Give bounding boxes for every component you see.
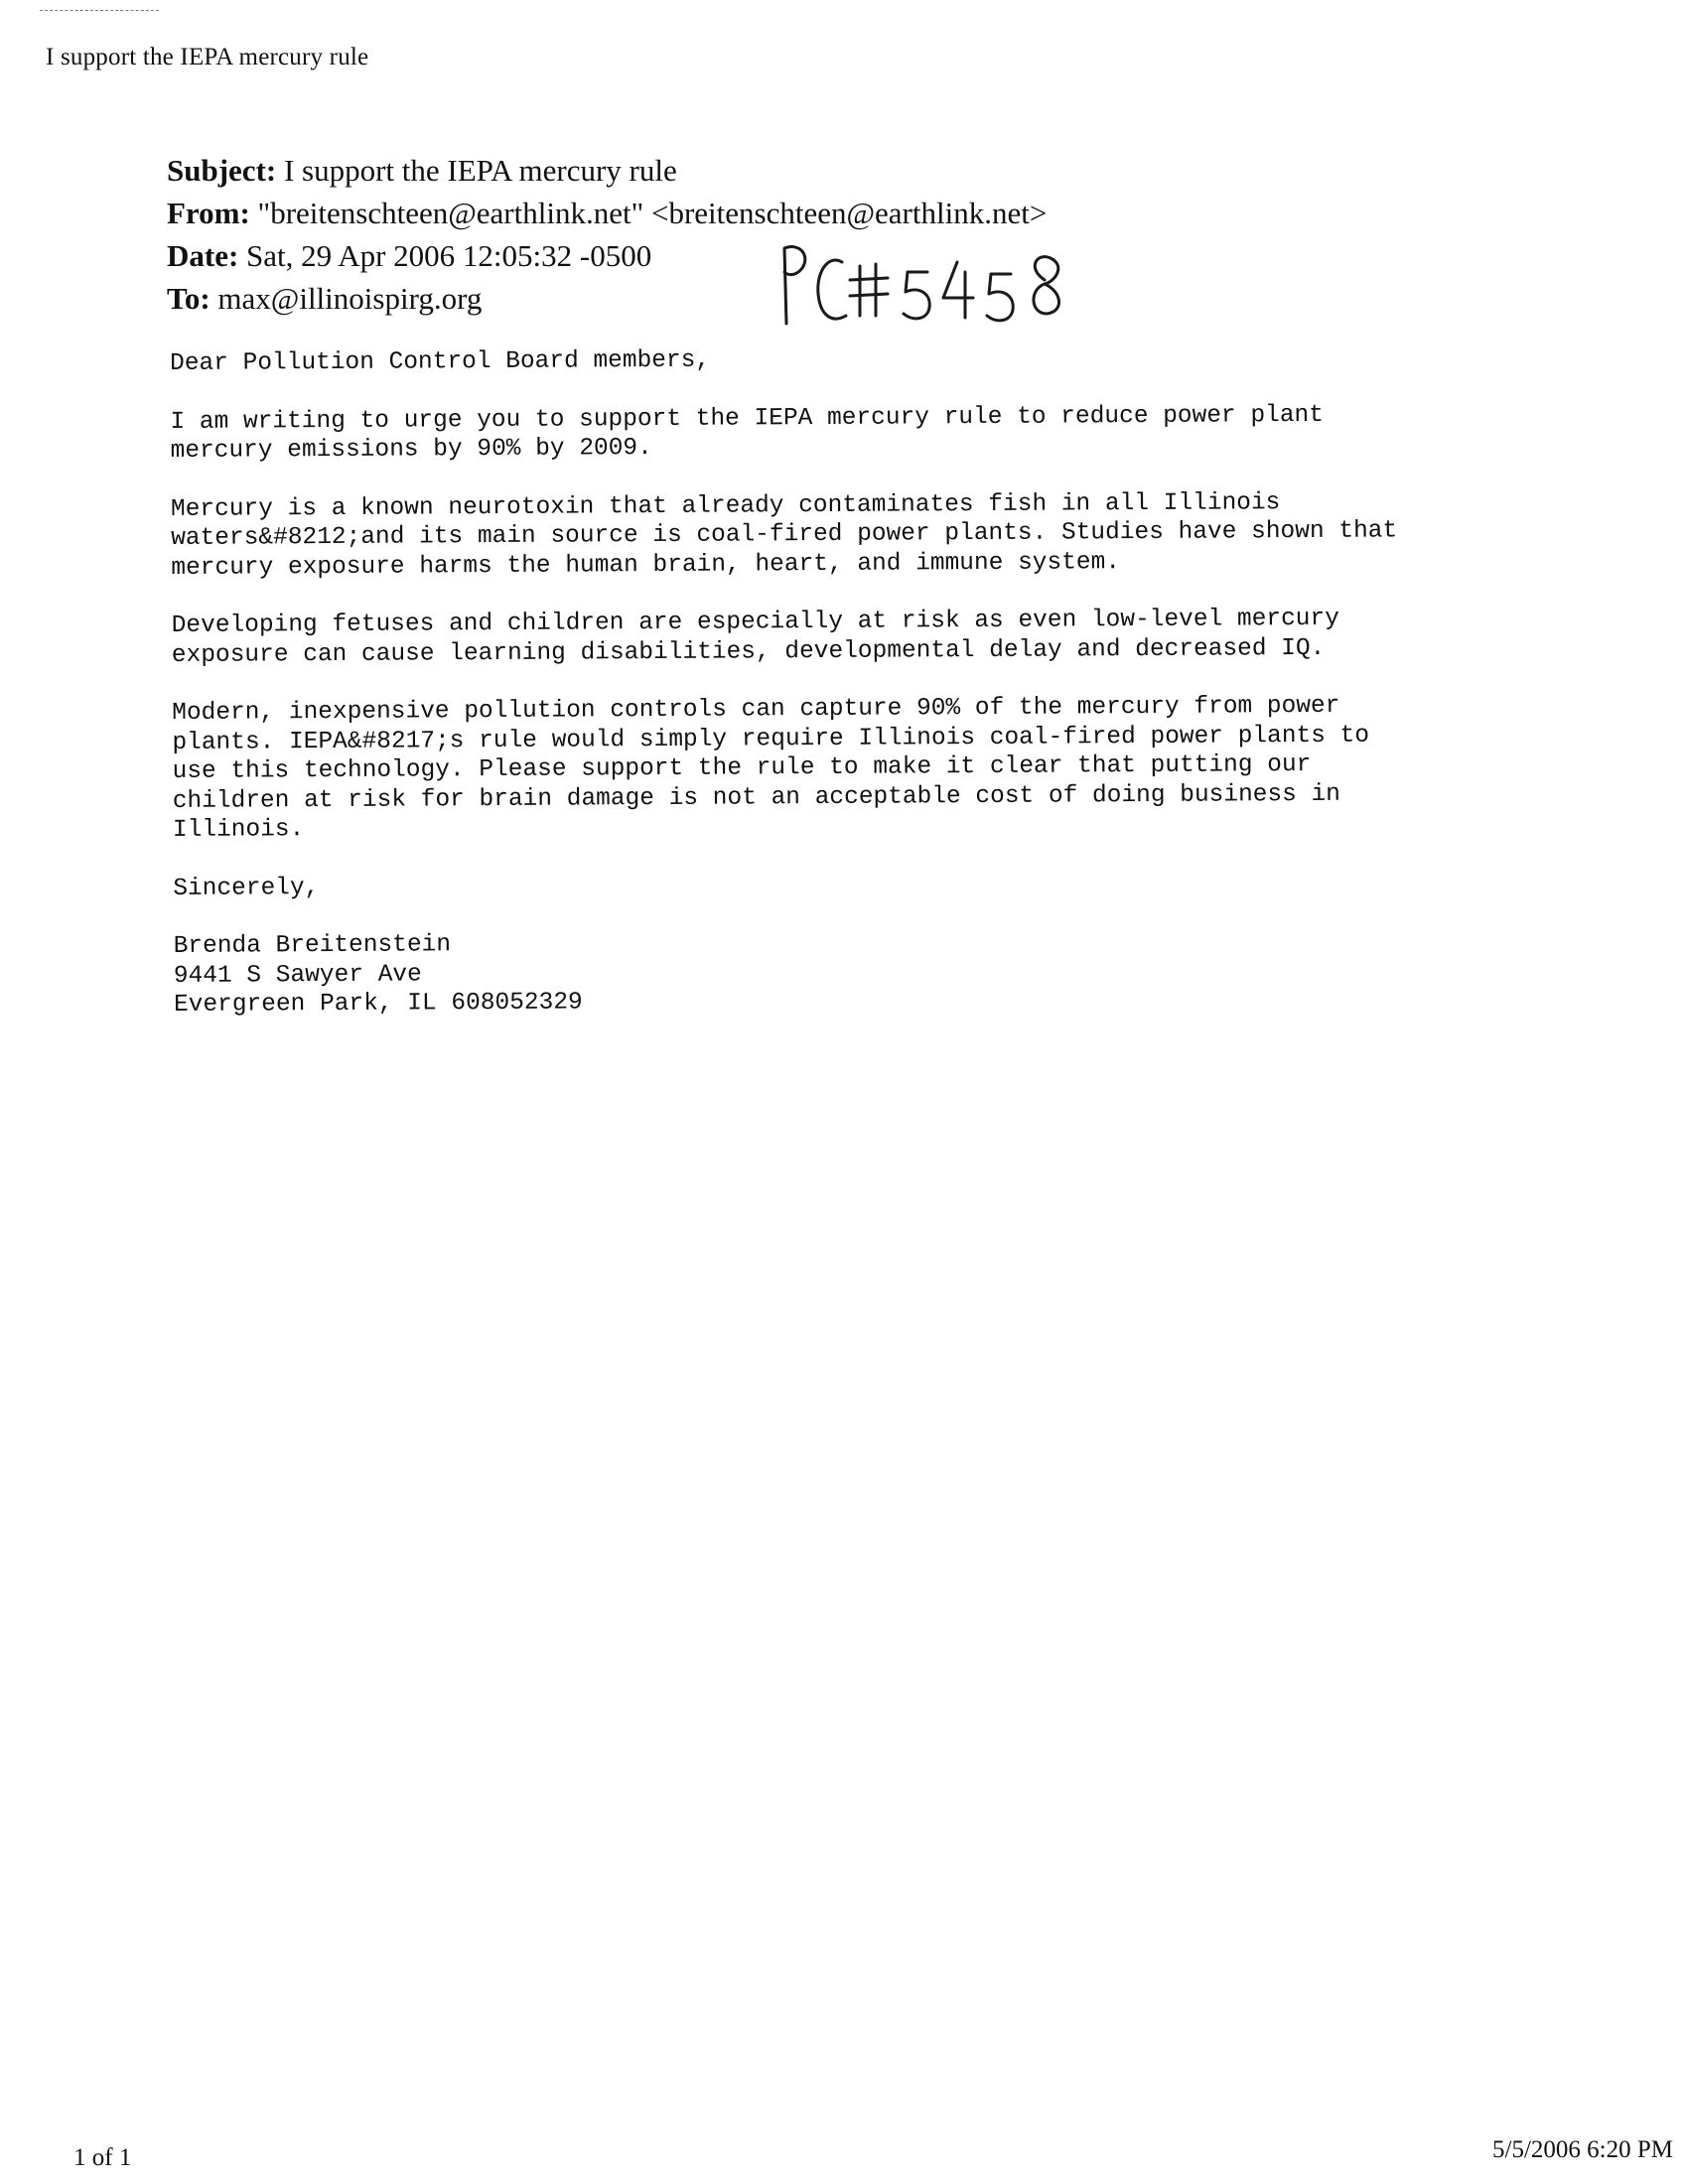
body-paragraph-1: I am writing to urge you to support the IEPA mercury rule to reduce power plant mercury emissions by 90% by 2009. (170, 401, 1325, 465)
salutation: Dear Pollution Control Board members, (170, 346, 711, 377)
body-paragraph-2: Mercury is a known neurotoxin that already contaminates fish in all Illinois waters&#8212;and its main source is coal-fired power plants. Studies have shown that mercury exposure harms the human brain, heart, and immune system. (170, 488, 1398, 582)
signature-block (174, 923, 1565, 1020)
signature-name: Brenda Breitenstein (173, 931, 452, 960)
from-value: "breitenschteen@earthlink.net" <breitenschteen@earthlink.net> (257, 196, 1048, 230)
to-label: To: (167, 281, 210, 316)
signature-city: Evergreen Park, IL 608052329 (173, 989, 583, 1019)
top-rule (40, 10, 159, 11)
subject-row (167, 149, 1047, 192)
closing: Sincerely, (173, 874, 320, 902)
body-paragraph-4: Modern, inexpensive pollution controls can capture 90% of the mercury from power plants. IEPA&#8217;s rule would simply require Illinois coal-fired power plants to use this technology. Please support the rule to make it clear that putting our children at risk for brain damage is not an acceptable cost of doing business in Illinois. (172, 692, 1370, 844)
handwritten-pc-number (776, 238, 1074, 347)
subject-value: I support the IEPA mercury rule (283, 153, 677, 188)
body-paragraph-3: Developing fetuses and children are especially at risk as even low-level mercury exposure can cause learning disabilities, developmental delay and decreased IQ. (171, 605, 1339, 669)
subject-label: Subject: (167, 153, 277, 188)
signature-street: 9441 S Sawyer Ave (173, 960, 422, 990)
from-label: From: (167, 196, 250, 230)
from-row (167, 192, 1047, 234)
running-header: I support the IEPA mercury rule (46, 44, 369, 70)
date-label: Date: (167, 238, 239, 273)
print-timestamp: 5/5/2006 6:20 PM (1492, 2136, 1673, 2163)
handwritten-pc-number-drawing (776, 238, 1074, 347)
date-value: Sat, 29 Apr 2006 12:05:32 -0500 (246, 238, 652, 273)
page-number: 1 of 1 (73, 2144, 132, 2171)
email-body (170, 341, 1564, 1020)
to-value: max@illinoispirg.org (217, 281, 483, 316)
